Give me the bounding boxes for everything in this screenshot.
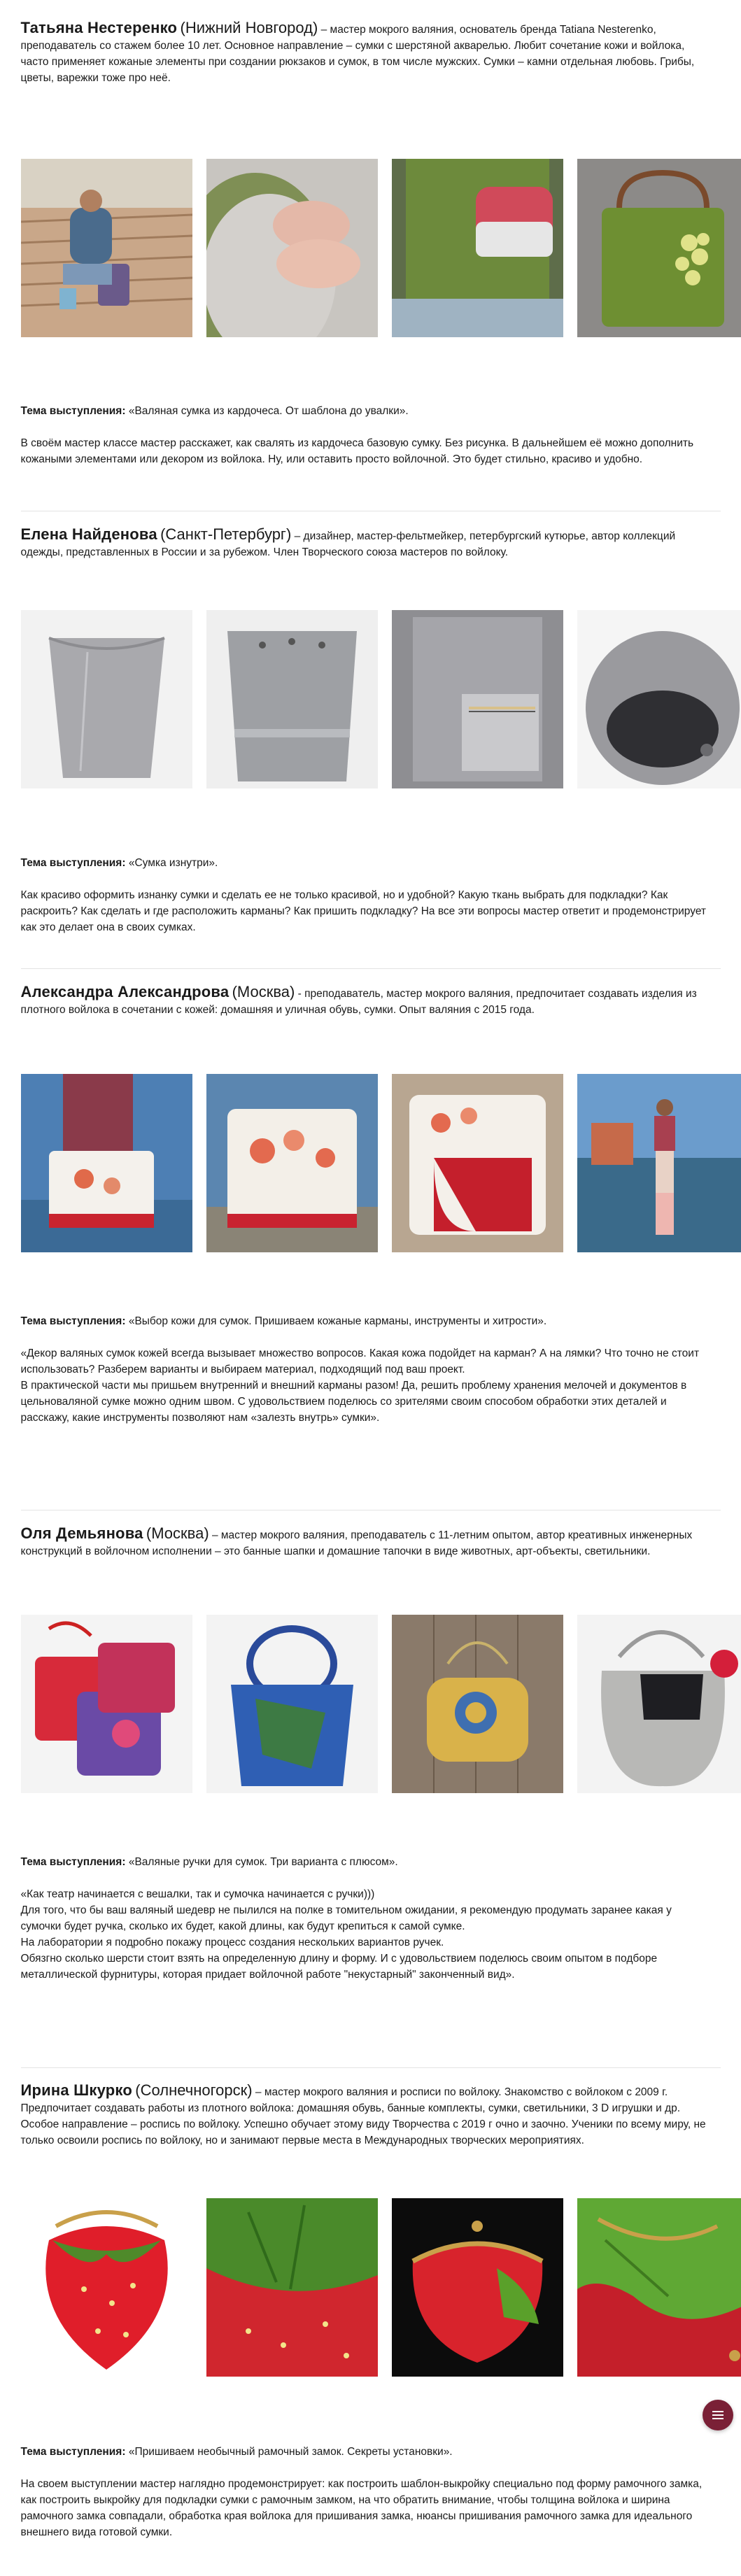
photo-woman-by-lake[interactable] (577, 1074, 741, 1252)
photo-woman-on-stairs[interactable] (21, 159, 192, 337)
topic-label: Тема выступления: (20, 1315, 126, 1327)
topic-label: Тема выступления: (20, 1856, 126, 1868)
photo-woman-with-white-bag[interactable] (21, 1074, 192, 1252)
master-name: Татьяна Нестеренко (20, 19, 178, 36)
photo-row-2 (21, 610, 721, 788)
master-bio-text: – мастер мокрого валяния и росписи по войлоку. Знакомство с войлоком с 2009 г. Предпочитает создавать работы из плотного войлока: домашняя обувь, банные комплекты, сумки, светильники, 3 D игрушки и др. Особое направление – роспись по войлоку. Успешно обучает этому виду Творчества с 2019 г очно и заочно. Ученики по всему миру, не только освоили роспись по войлоку, но и занимают первые места в Международных творческих мероприятиях. (20, 2086, 706, 2146)
master-section-3 (21, 984, 721, 1018)
master-name: Елена Найденова (20, 525, 157, 543)
photo-strawberry-leaves[interactable] (577, 2198, 741, 2377)
master-bio (21, 2082, 707, 2149)
photo-blue-bag-ring-handle[interactable] (206, 1615, 378, 1793)
photo-row-1 (21, 159, 721, 337)
master-section-1 (21, 20, 721, 86)
master-name: Ирина Шкурко (20, 2081, 132, 2099)
topic-desc: В практической части мы пришьем внутренний и внешний карманы разом! Да, решить проблему хранения мелочей и документов в цельноваляной сумке можно одним швом. С удовольствием поделюсь со зрителями своим способом обработки этих деталей и расскажу, какие инструменты позволяют нам «залезть внутрь» сумки». (20, 1380, 687, 1424)
master-bio-text: – мастер мокрого валяния, основатель бренда Tatiana Nesterenko, преподаватель со стажем более 10 лет. Основное направление – сумки с шерстяной акварелью. Любит сочетание кожи и войлока, часто применяет кожаные элементы при создании рюкзаков и сумок, в том числе мужских. Сумки – камни отдельная любовь. Грибы, цветы, варежки тоже про неё. (20, 24, 695, 84)
master-city: (Санкт-Петербург) (160, 525, 292, 543)
photo-green-bag-flowers[interactable] (577, 159, 741, 337)
master-name: Александра Александрова (20, 983, 230, 1000)
menu-icon (711, 2408, 725, 2422)
topic-block-3 (21, 1313, 707, 1426)
photo-row-4 (21, 1615, 721, 1793)
photo-yellow-bag-wood[interactable] (392, 1615, 563, 1793)
section-divider (21, 2067, 721, 2068)
master-bio (21, 984, 707, 1018)
master-bio (21, 1525, 707, 1559)
master-bio-text: – мастер мокрого валяния, преподаватель с 11-летним опытом, автор креативных инженерных конструкций в войлочном исполнении – это банные шапки и домашние тапочки в виде животных, арт-объекты, светильники. (20, 1529, 693, 1557)
master-bio (21, 20, 707, 86)
photo-row-5 (21, 2198, 721, 2377)
photo-strawberry-purse[interactable] (21, 2198, 192, 2377)
topic-block-5 (21, 2444, 707, 2540)
photo-gray-bag-black-flap[interactable] (577, 1615, 741, 1793)
photo-strawberry-closeup[interactable] (206, 2198, 378, 2377)
topic-desc: «Как театр начинается с вешалки, так и сумочка начинается с ручки))) (20, 1888, 375, 1900)
master-city: (Москва) (232, 983, 295, 1000)
topic-desc: На своем выступлении мастер наглядно продемонстрирует: как построить шаблон-выкройку специально под форму рамочного замка, как построить выкройку для подкладки сумки с рамочным замком, на что обратить внимание, чтобы толщина войлока и ширина рамочного замка совпадали, обработка края войлока для пришивания замка, нюансы пришивания рамочного замка для идеального внешнего вида готовой сумки. (20, 2478, 703, 2538)
section-divider (21, 968, 721, 969)
topic-desc: В своём мастер классе мастер расскажет, как свалять из кардочеса базовую сумку. Без рисунка. В дальнейшем её можно дополнить кожаными элементами или декором из войлока. Ну, или оставить просто войлочной. Это будет стильно, красиво и удобно. (20, 437, 694, 465)
photo-hands-felting[interactable] (206, 159, 378, 337)
master-city: (Нижний Новгород) (180, 19, 318, 36)
topic-block-1 (21, 403, 707, 467)
master-city: (Солнечногорск) (135, 2081, 253, 2099)
topic-desc: Для того, что бы ваш валяный шедевр не пылился на полке в томительном ожидании, я рекомендую продумать заранее какая у сумочки будет ручка, сколько их будет, какой длины, как будут крепиться к самой сумке. (20, 1904, 672, 1932)
photo-colorful-felt-bags[interactable] (21, 1615, 192, 1793)
master-bio-text: - преподаватель, мастер мокрого валяния, предпочитает создавать изделия из плотного войлока в сочетании с кожей: домашняя и уличная обувь, сумки. Опыт валяния с 2015 года. (20, 988, 697, 1016)
photo-bag-opening-dark[interactable] (577, 610, 741, 788)
topic-title: «Валяные ручки для сумок. Три варианта с плюсом». (128, 1856, 398, 1868)
topic-desc: Как красиво оформить изнанку сумки и сделать ее не только красивой, но и удобной? Какую ткань выбрать для подкладки? Как раскроить? Как сделать и где расположить карманы? Как пришить подкладку? На все эти вопросы мастер ответит и продемонстрирует как это делает она в своих сумках. (20, 889, 707, 933)
topic-label: Тема выступления: (20, 857, 126, 869)
master-bio (21, 526, 707, 560)
master-section-5 (21, 2082, 721, 2149)
topic-desc: «Декор валяных сумок кожей всегда вызывает множество вопросов. Какая кожа подойдет на карман? А на лямки? Что точно не стоит использовать? Разберем варианты и выбираем материал, подходящий под ваш проект. (20, 1347, 700, 1375)
topic-desc: Обязгно сколько шерсти стоит взять на определенную длину и форму. И с удовольствием поделюсь своим опытом в подборе металлической фурнитуры, которая придает войлочной работе "некустарный" законченный вид». (20, 1953, 658, 1981)
master-section-4 (21, 1525, 721, 1559)
menu-button[interactable] (703, 2400, 733, 2430)
photo-strawberry-frame-lock[interactable] (392, 2198, 563, 2377)
topic-block-4 (21, 1854, 707, 1983)
photo-bag-inside-zipper[interactable] (392, 610, 563, 788)
topic-desc: На лаборатории я подробно покажу процесс создания нескольких вариантов ручек. (20, 1937, 444, 1948)
photo-gray-bag-drawstring[interactable] (206, 610, 378, 788)
master-name: Оля Демьянова (20, 1524, 143, 1542)
topic-title: «Сумка изнутри». (128, 857, 218, 869)
topic-title: «Выбор кожи для сумок. Пришиваем кожаные карманы, инструменты и хитрости». (128, 1315, 547, 1327)
master-bio-text: – дизайнер, мастер-фельтмейкер, петербургский кутюрье, автор коллекций одежды, представленных в России и за рубежом. Член Творческого союза мастеров по войлоку. (20, 530, 676, 558)
topic-title: «Пришиваем необычный рамочный замок. Секреты установки». (128, 2446, 453, 2458)
master-city: (Москва) (146, 1524, 209, 1542)
photo-bag-red-pocket[interactable] (392, 1074, 563, 1252)
topic-title: «Валяная сумка из кардочеса. От шаблона до увалки». (128, 405, 409, 417)
photo-gray-bucket-bag[interactable] (21, 610, 192, 788)
photo-white-bag-poppies[interactable] (206, 1074, 378, 1252)
photo-row-3 (21, 1074, 721, 1252)
topic-block-2 (21, 855, 707, 935)
photo-iron-on-felt[interactable] (392, 159, 563, 337)
master-section-2 (21, 526, 721, 560)
topic-label: Тема выступления: (20, 405, 126, 417)
topic-label: Тема выступления: (20, 2446, 126, 2458)
